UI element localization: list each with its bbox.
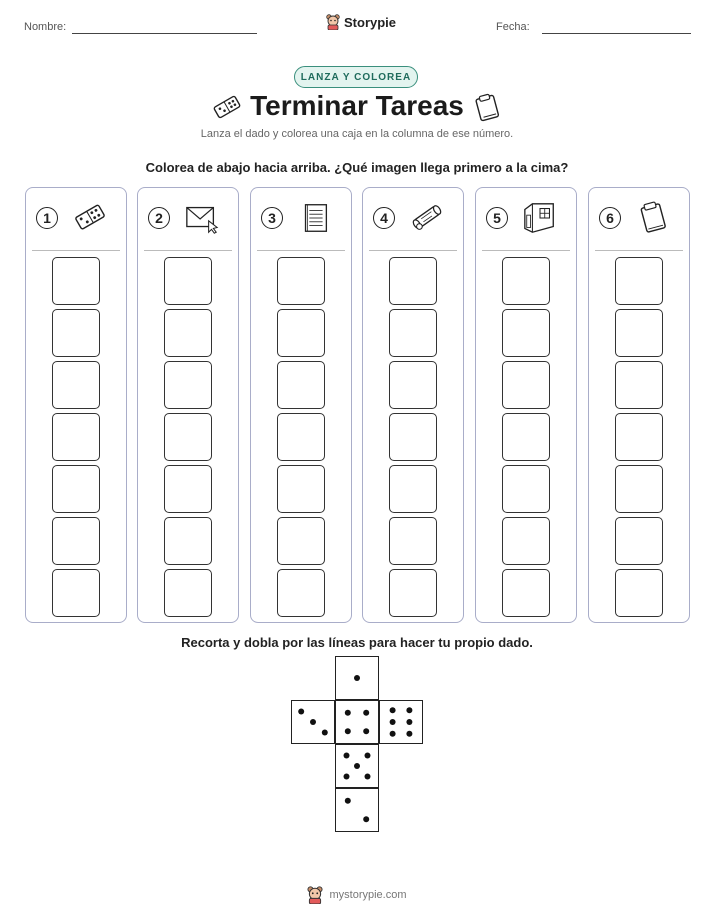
pip — [390, 707, 396, 713]
color-box[interactable] — [277, 257, 325, 305]
column-header — [476, 188, 576, 250]
color-box[interactable] — [615, 465, 663, 513]
die-face-5 — [335, 744, 379, 788]
scroll-icon — [407, 200, 447, 236]
pip — [354, 675, 360, 681]
pip — [363, 710, 369, 716]
color-box[interactable] — [277, 309, 325, 357]
instruction-top: Colorea de abajo hacia arriba. ¿Qué imagen llega primero a la cima? — [145, 160, 569, 175]
color-box[interactable] — [615, 309, 663, 357]
color-box[interactable] — [277, 361, 325, 409]
page-title: Terminar Tareas — [250, 90, 464, 121]
name-line[interactable] — [72, 33, 257, 34]
color-box[interactable] — [389, 309, 437, 357]
column-number: 2 — [148, 207, 170, 229]
color-box[interactable] — [502, 361, 550, 409]
room-icon — [520, 200, 560, 236]
column-divider — [369, 250, 457, 251]
color-box[interactable] — [389, 413, 437, 461]
color-box[interactable] — [502, 569, 550, 617]
column-header — [589, 188, 689, 250]
column-number: 6 — [599, 207, 621, 229]
brand-name: Storypie — [344, 14, 397, 30]
color-box[interactable] — [164, 257, 212, 305]
domino-icon — [70, 200, 110, 236]
color-box[interactable] — [52, 517, 100, 565]
column-divider — [595, 250, 683, 251]
column-divider — [257, 250, 345, 251]
color-box[interactable] — [502, 517, 550, 565]
pip — [298, 709, 304, 715]
pip — [406, 731, 412, 737]
die-face-1 — [335, 656, 379, 700]
color-box[interactable] — [164, 465, 212, 513]
column-header — [251, 188, 351, 250]
die-pips-icon — [336, 657, 378, 699]
color-box[interactable] — [389, 361, 437, 409]
color-box[interactable] — [615, 569, 663, 617]
pip — [322, 730, 328, 736]
column-header — [363, 188, 463, 250]
pip — [406, 719, 412, 725]
column-number: 1 — [36, 207, 58, 229]
color-box[interactable] — [502, 413, 550, 461]
column-number: 5 — [486, 207, 508, 229]
color-box[interactable] — [502, 465, 550, 513]
pip — [363, 728, 369, 734]
pip — [345, 710, 351, 716]
die-pips-icon — [336, 745, 378, 787]
color-box[interactable] — [164, 413, 212, 461]
column-2 — [137, 187, 239, 623]
color-box[interactable] — [164, 309, 212, 357]
column-divider — [144, 250, 232, 251]
color-box[interactable] — [615, 361, 663, 409]
column-1 — [25, 187, 127, 623]
color-box[interactable] — [389, 517, 437, 565]
column-number: 4 — [373, 207, 395, 229]
column-divider — [482, 250, 570, 251]
pip — [354, 763, 360, 769]
color-box[interactable] — [389, 569, 437, 617]
color-box[interactable] — [52, 257, 100, 305]
column-header — [138, 188, 238, 250]
pip — [310, 719, 316, 725]
color-box[interactable] — [164, 361, 212, 409]
footer — [0, 886, 714, 904]
pip — [406, 707, 412, 713]
color-box[interactable] — [52, 309, 100, 357]
clipboard-icon — [472, 92, 502, 122]
pip — [390, 719, 396, 725]
column-6 — [588, 187, 690, 623]
column-5 — [475, 187, 577, 623]
activity-badge: LANZA Y COLOREA — [294, 66, 418, 88]
column-header — [26, 188, 126, 250]
die-pips-icon — [292, 701, 334, 743]
instruction-bottom: Recorta y dobla por las líneas para hacer tu propio dado. — [181, 635, 533, 650]
color-box[interactable] — [502, 309, 550, 357]
pip — [390, 731, 396, 737]
brand-logo — [326, 14, 396, 30]
date-line[interactable] — [542, 33, 691, 34]
column-number: 3 — [261, 207, 283, 229]
color-box[interactable] — [277, 465, 325, 513]
die-face-3 — [291, 700, 335, 744]
die-face-4 — [335, 700, 379, 744]
die-pips-icon — [336, 789, 378, 831]
date-label: Fecha: — [496, 21, 530, 33]
pip — [345, 728, 351, 734]
column-3 — [250, 187, 352, 623]
color-box[interactable] — [164, 569, 212, 617]
pip — [365, 753, 371, 759]
pip — [345, 798, 351, 804]
color-box[interactable] — [389, 465, 437, 513]
color-box[interactable] — [615, 257, 663, 305]
color-box[interactable] — [52, 361, 100, 409]
color-box[interactable] — [615, 517, 663, 565]
color-box[interactable] — [277, 569, 325, 617]
color-box[interactable] — [615, 413, 663, 461]
bear-mascot-icon — [326, 14, 340, 30]
page-subtitle: Lanza el dado y colorea una caja en la columna de ese número. — [200, 128, 514, 140]
name-label: Nombre: — [24, 21, 67, 33]
bear-mascot-icon — [307, 886, 323, 904]
die-pips-icon — [380, 701, 422, 743]
color-box[interactable] — [52, 413, 100, 461]
pip — [363, 816, 369, 822]
color-box[interactable] — [277, 517, 325, 565]
die-face-2 — [335, 788, 379, 832]
pip — [344, 774, 350, 780]
column-divider — [32, 250, 120, 251]
footer-url: mystorypie.com — [329, 889, 407, 901]
pip — [365, 774, 371, 780]
color-box[interactable] — [52, 465, 100, 513]
die-pips-icon — [336, 701, 378, 743]
color-box[interactable] — [164, 517, 212, 565]
color-box[interactable] — [502, 257, 550, 305]
notepad-icon — [295, 200, 335, 236]
color-box[interactable] — [52, 569, 100, 617]
color-box[interactable] — [277, 413, 325, 461]
clipboard-icon — [633, 200, 673, 236]
email-icon — [182, 200, 222, 236]
column-4 — [362, 187, 464, 623]
pip — [344, 753, 350, 759]
die-face-6 — [379, 700, 423, 744]
color-box[interactable] — [389, 257, 437, 305]
